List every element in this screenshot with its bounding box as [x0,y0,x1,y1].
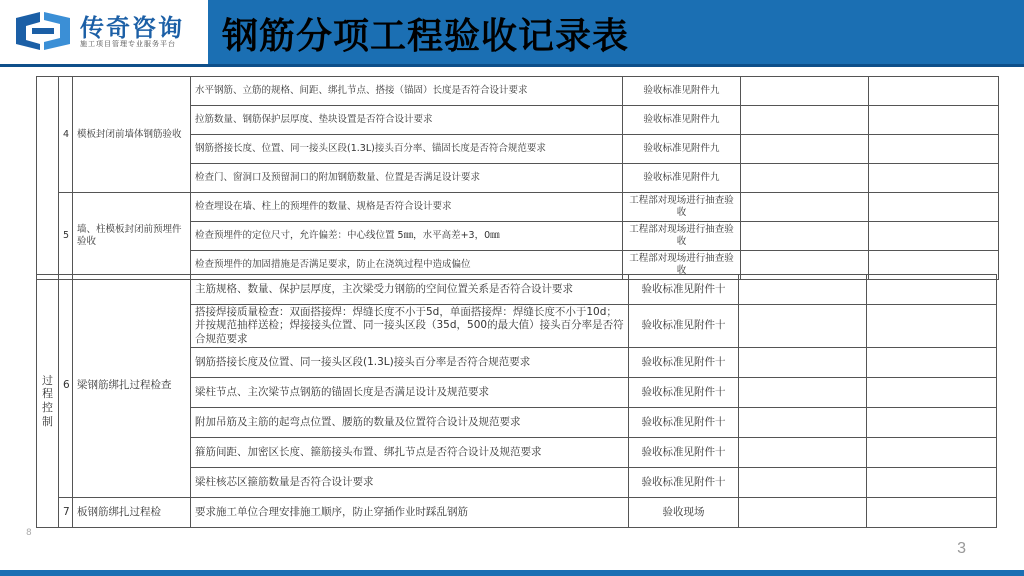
record-cell [741,106,869,135]
record-cell [739,468,867,498]
record-cell [741,193,869,222]
check-item: 附加吊筋及主筋的起弯点位置、腰筋的数量及位置符合设计及规范要求 [191,408,629,438]
record-cell [867,498,997,528]
acceptance-standard: 验收标准见附件九 [623,164,741,193]
section-number: 4 [59,77,73,193]
acceptance-table-upper [36,76,999,280]
record-cell [869,164,999,193]
record-cell [739,378,867,408]
record-cell [869,106,999,135]
acceptance-standard: 工程部对现场进行抽查验收 [623,222,741,251]
check-item: 检查埋设在墙、柱上的预埋件的数量、规格是否符合设计要求 [191,193,623,222]
record-cell [869,135,999,164]
record-cell [867,275,997,305]
check-item: 检查门、窗洞口及预留洞口的附加钢筋数量、位置是否满足设计要求 [191,164,623,193]
check-item: 箍筋间距、加密区长度、箍筋接头布置、绑扎节点是否符合设计及规范要求 [191,438,629,468]
group-label: 过程控制 [37,275,59,528]
acceptance-standard: 工程部对现场进行抽查验收 [623,193,741,222]
slide-title: 钢筋分项工程验收记录表 [222,16,630,57]
logo-name: 传奇咨询 [80,14,184,42]
acceptance-standard: 验收标准见附件十 [629,305,739,348]
record-cell [869,77,999,106]
page-number: 3 [957,540,966,557]
check-item: 检查预埋件的定位尺寸，允许偏差：中心线位置 5㎜，水平高差+3，0㎜ [191,222,623,251]
record-cell [867,348,997,378]
section-name: 梁钢筋绑扎过程检查 [73,275,191,498]
record-cell [867,408,997,438]
record-cell [739,408,867,438]
table-row [37,77,999,106]
record-cell [741,164,869,193]
record-cell [741,77,869,106]
record-cell [739,305,867,348]
acceptance-standard: 验收标准见附件十 [629,408,739,438]
check-item: 要求施工单位合理安排施工顺序，防止穿插作业时踩乱钢筋 [191,498,629,528]
section-name: 模板封闭前墙体钢筋验收 [73,77,191,193]
acceptance-standard: 验收标准见附件十 [629,378,739,408]
document-scan [36,72,998,532]
acceptance-standard: 验收标准见附件九 [623,135,741,164]
group-cell [37,77,59,280]
title-underline [0,64,1024,67]
check-item: 梁柱节点、主次梁节点钢筋的锚固长度是否满足设计及规范要求 [191,378,629,408]
section-number: 6 [59,275,73,498]
check-item: 水平钢筋、立筋的规格、间距、绑扎节点、搭接（锚固）长度是否符合设计要求 [191,77,623,106]
section-name: 墙、柱模板封闭前预埋件验收 [73,193,191,280]
acceptance-standard: 验收标准见附件十 [629,275,739,305]
record-cell [867,468,997,498]
document-edge-mark: 8 [26,528,32,538]
record-cell [867,438,997,468]
check-item: 梁柱核芯区箍筋数量是否符合设计要求 [191,468,629,498]
check-item: 拉筋数量、钢筋保护层厚度、垫块设置是否符合设计要求 [191,106,623,135]
record-cell [739,348,867,378]
record-cell [869,222,999,251]
acceptance-standard: 验收标准见附件九 [623,106,741,135]
logo-tagline: 施工项目管理专业服务平台 [80,40,176,48]
record-cell [739,498,867,528]
check-item: 检查预埋件的加固措施是否满足要求，防止在浇筑过程中造成偏位 [191,251,623,280]
acceptance-standard: 验收标准见附件十 [629,468,739,498]
acceptance-table-lower [36,274,997,528]
acceptance-standard: 验收标准见附件九 [623,77,741,106]
acceptance-standard: 验收标准见附件十 [629,438,739,468]
record-cell [739,438,867,468]
table-row [37,193,999,222]
acceptance-standard: 验收现场 [629,498,739,528]
company-logo [0,0,208,64]
check-item: 钢筋搭接长度及位置、同一接头区段(1.3L)接头百分率是否符合规范要求 [191,348,629,378]
check-item: 钢筋搭接长度、位置、同一接头区段(1.3L)接头百分率、锚固长度是否符合规范要求 [191,135,623,164]
check-item: 搭接焊接质量检查：双面搭接焊：焊缝长度不小于5d，单面搭接焊：焊缝长度不小于10d；并按规范抽样送检；焊接接头位置、同一接头区段（35d，500的最大值）接头百分率是否符合规范要求 [191,305,629,348]
record-cell [739,275,867,305]
section-number: 5 [59,193,73,280]
acceptance-standard: 工程部对现场进行抽查验收 [623,251,741,280]
section-name: 板钢筋绑扎过程检 [73,498,191,528]
check-item: 主筋规格、数量、保护层厚度，主次梁受力钢筋的空间位置关系是否符合设计要求 [191,275,629,305]
record-cell [867,378,997,408]
record-cell [867,305,997,348]
section-number: 7 [59,498,73,528]
table-row [37,498,997,528]
record-cell [869,193,999,222]
logo-icon [14,10,72,52]
record-cell [741,222,869,251]
footer-band [0,570,1024,576]
table-row [37,275,997,305]
record-cell [741,135,869,164]
acceptance-standard: 验收标准见附件十 [629,348,739,378]
